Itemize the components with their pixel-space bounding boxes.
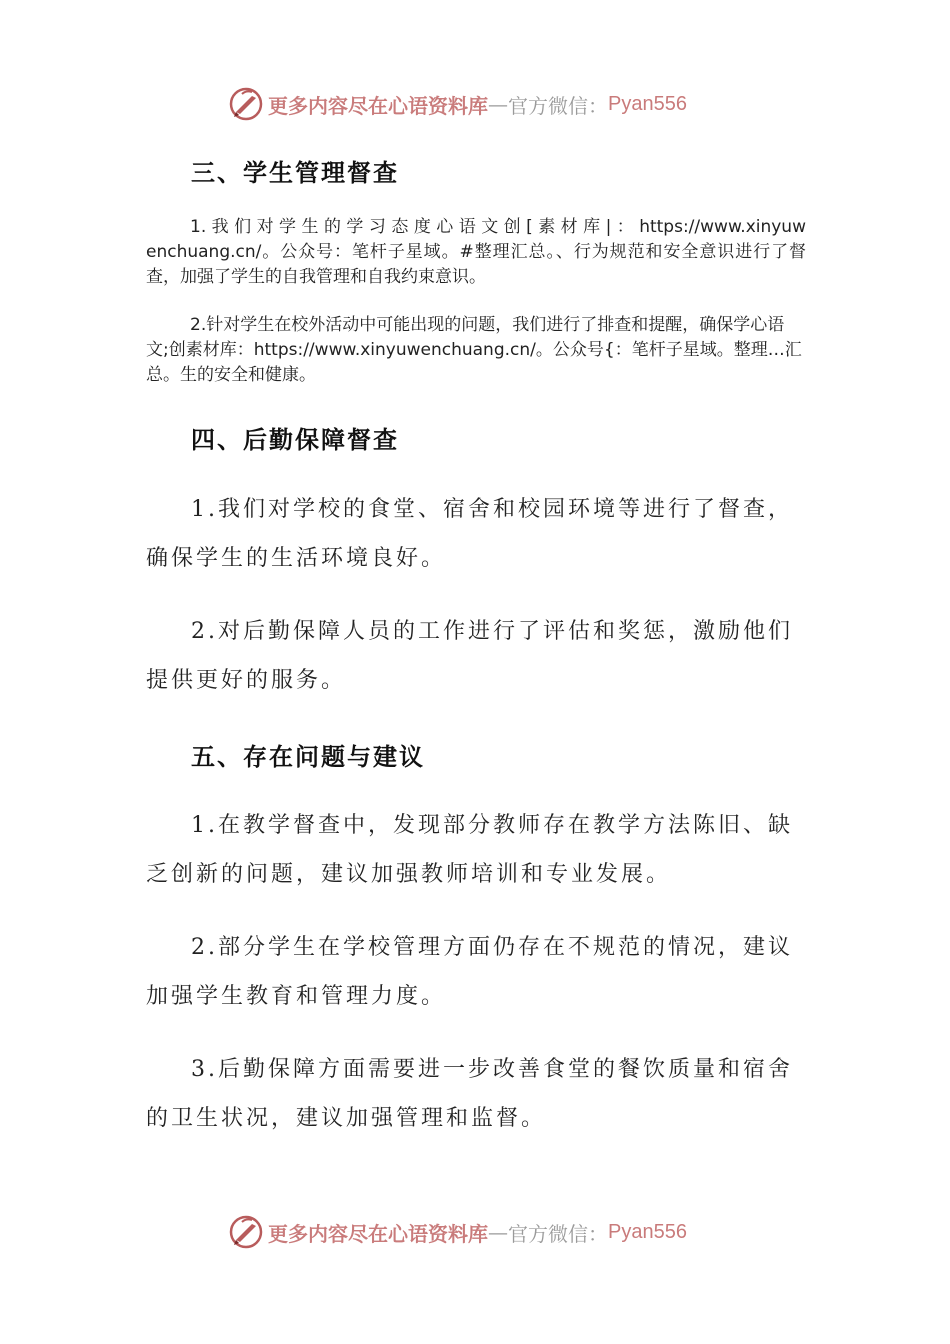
section-4-paragraph-1: 1.我们对学校的食堂、宿舍和校园环境等进行了督查，确保学生的生活环境良好。 xyxy=(146,497,793,571)
banner-separator: — xyxy=(488,1220,508,1244)
section-3-paragraph-2: 2.针对学生在校外活动中可能出现的问题，我们进行了排查和提醒，确保学心语文;创素材库：https://www.xinyuwenchuang.cn/。公众号{：笔杆子星域。整理…汇总。生的安全和健康。 xyxy=(146,315,802,385)
banner-wechat-id: Pyan556 xyxy=(608,92,687,115)
footer-banner xyxy=(228,1212,687,1252)
section-3-paragraph-1: 1. 我 们 对 学 生 的 学 习 态 度 心 语 文 创 [ 素 材 库 | ： https://www.xinyuwenchuang.cn/。公众号：笔杆子星域。#整理汇总。、行为规范和安全意识进行了督查，加强了学生的自我管理和自我约束意识。 xyxy=(146,217,806,287)
section-3-heading: 三、学生管理督查 xyxy=(191,159,399,187)
banner-text: 更多内容尽在心语资料库 xyxy=(268,93,488,118)
header-banner xyxy=(228,84,687,124)
banner-wechat-label: 官方微信： xyxy=(508,1221,608,1246)
section-5-heading: 五、存在问题与建议 xyxy=(191,743,425,771)
section-5-paragraph-1: 1.在教学督查中，发现部分教师存在教学方法陈旧、缺乏创新的问题，建议加强教师培训和专业发展。 xyxy=(146,813,793,887)
section-4-heading: 四、后勤保障督查 xyxy=(191,426,399,454)
banner-wechat-label: 官方微信： xyxy=(508,93,608,118)
banner-separator: — xyxy=(488,92,508,116)
pen-logo-icon xyxy=(228,86,264,122)
section-5-paragraph-3: 3.后勤保障方面需要进一步改善食堂的餐饮质量和宿舍的卫生状况，建议加强管理和监督。 xyxy=(146,1057,793,1131)
section-5-paragraph-2: 2.部分学生在学校管理方面仍存在不规范的情况，建议加强学生教育和管理力度。 xyxy=(146,935,793,1009)
banner-text: 更多内容尽在心语资料库 xyxy=(268,1221,488,1246)
section-4-paragraph-2: 2.对后勤保障人员的工作进行了评估和奖惩，激励他们提供更好的服务。 xyxy=(146,619,793,693)
pen-logo-icon xyxy=(228,1214,264,1250)
banner-wechat-id: Pyan556 xyxy=(608,1220,687,1243)
